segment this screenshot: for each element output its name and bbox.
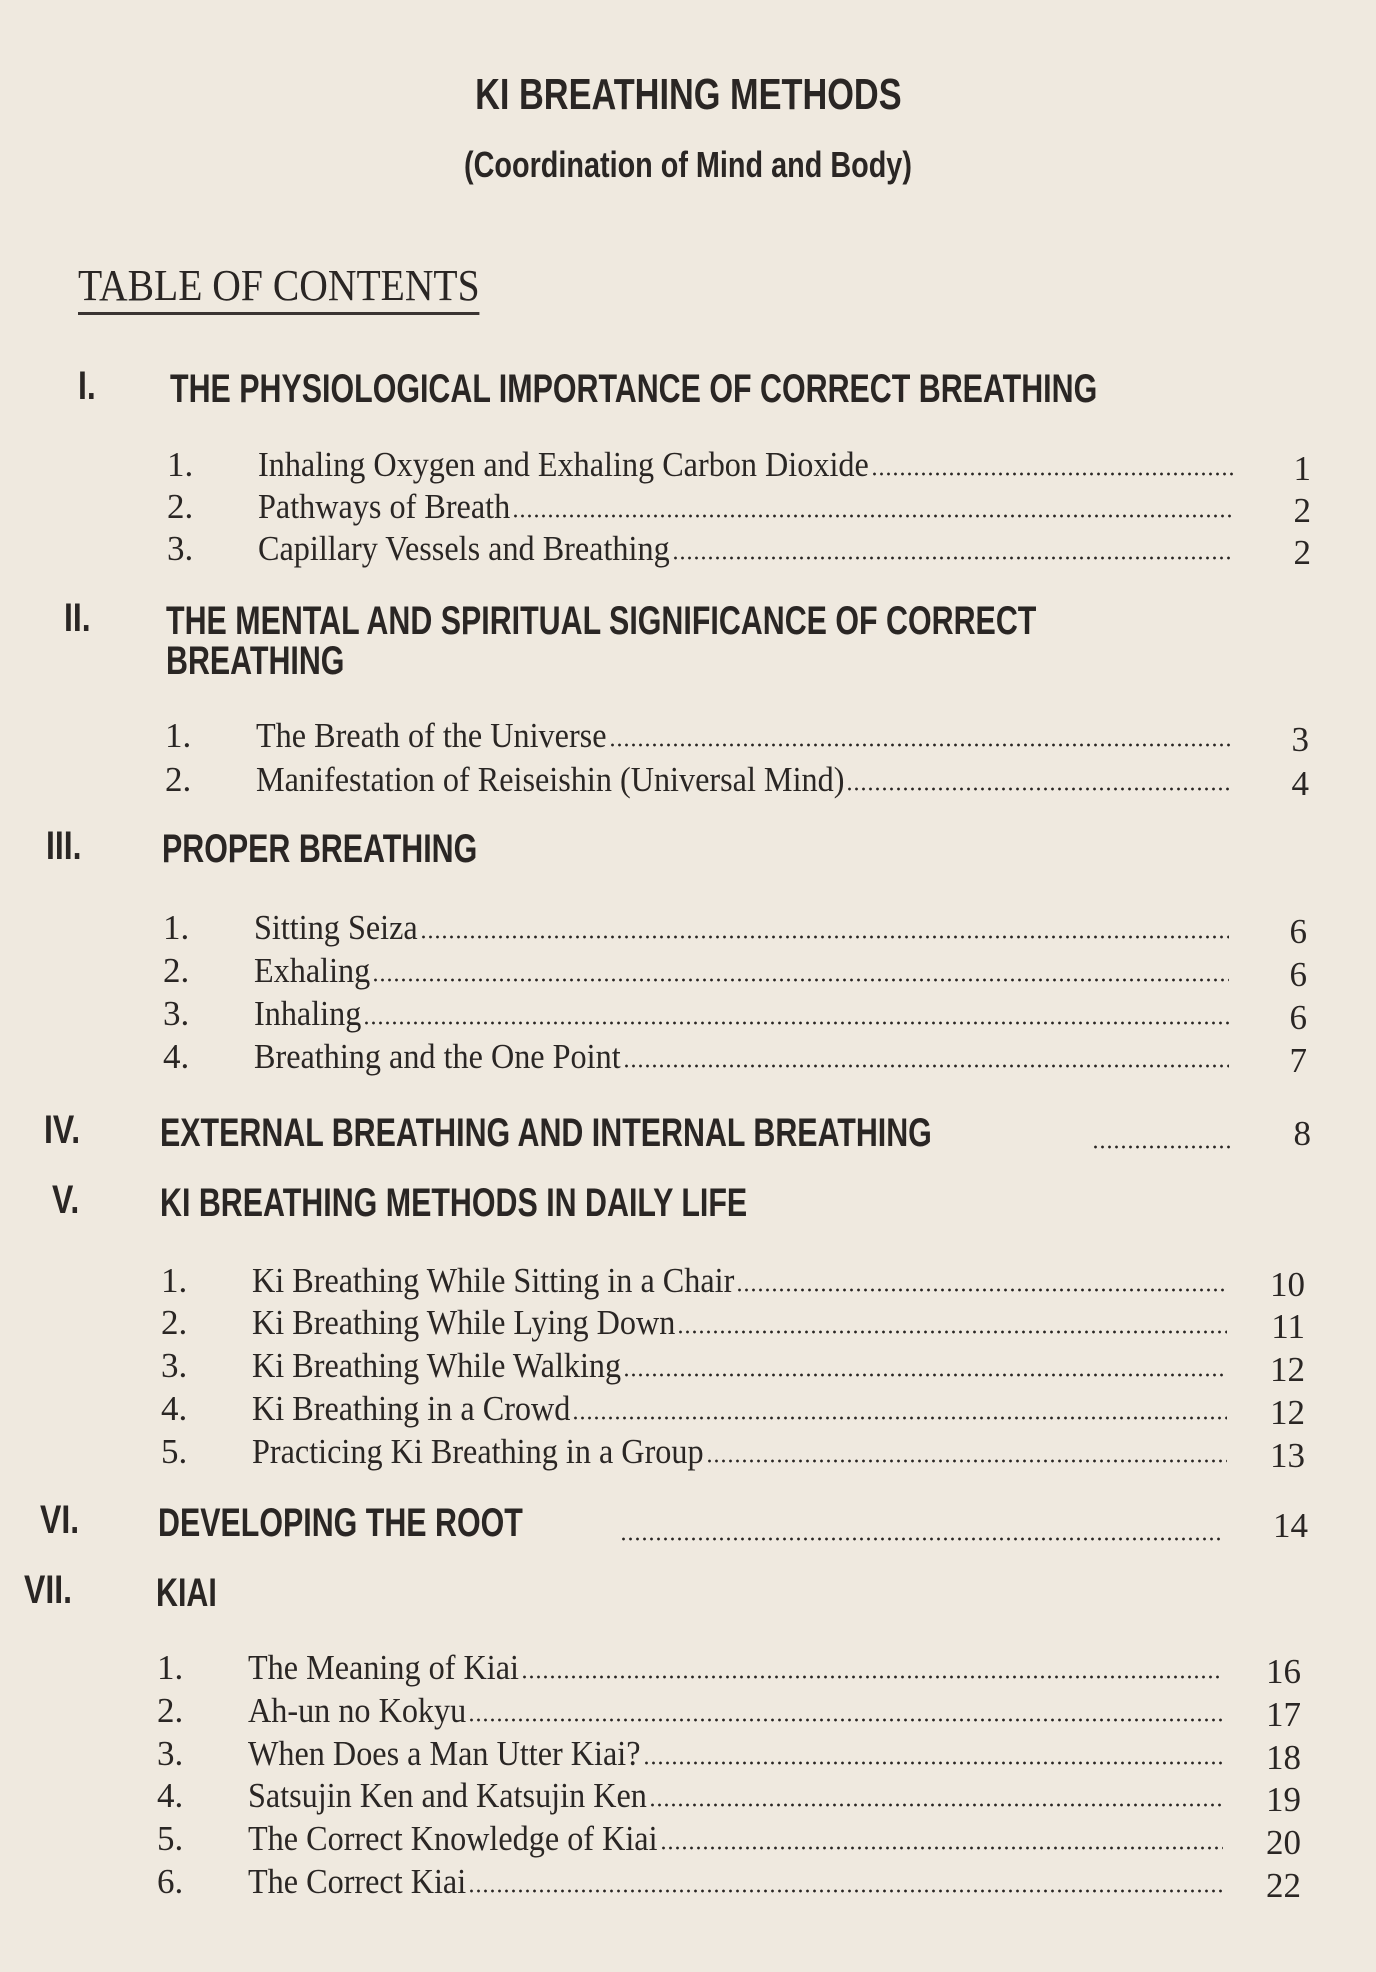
entry-number: 1.	[157, 1648, 184, 1687]
entry-number: 2.	[161, 1303, 188, 1342]
dot-leader	[1092, 1144, 1232, 1150]
entry-label: Ah-un no Kokyu	[248, 1691, 467, 1730]
toc-entry[interactable]	[167, 445, 1311, 488]
toc-entry[interactable]	[165, 716, 1309, 759]
toc-entry[interactable]	[157, 1734, 1301, 1777]
section-title: DEVELOPING THE ROOT	[158, 1501, 523, 1545]
entry-text	[248, 1862, 1223, 1902]
section-title: THE PHYSIOLOGICAL IMPORTANCE OF CORRECT BREATHING	[170, 367, 1098, 411]
page-number: 22	[1266, 1866, 1301, 1905]
entry-text	[252, 1346, 1227, 1386]
toc-entry[interactable]	[163, 908, 1307, 951]
dot-leader	[623, 1063, 1229, 1069]
entry-label: Breathing and the One Point	[254, 1037, 621, 1076]
toc-entry[interactable]	[161, 1261, 1305, 1304]
entry-number: 3.	[167, 529, 194, 568]
dot-leader	[468, 1717, 1223, 1723]
page-number: 11	[1271, 1307, 1305, 1346]
toc-entry[interactable]	[157, 1776, 1301, 1819]
dot-leader	[572, 1415, 1227, 1421]
entry-text	[252, 1389, 1227, 1429]
entry-text	[254, 994, 1229, 1034]
entry-number: 3.	[161, 1346, 188, 1385]
entry-text	[256, 760, 1231, 800]
entry-text	[258, 445, 1233, 485]
entry-number: 1.	[165, 716, 192, 755]
entry-label: Ki Breathing While Sitting in a Chair	[252, 1261, 735, 1300]
entry-label: Inhaling Oxygen and Exhaling Carbon Dioxide	[258, 445, 869, 484]
toc-heading: TABLE OF CONTENTS	[78, 262, 480, 315]
entry-label: When Does a Man Utter Kiai?	[248, 1734, 641, 1773]
section-numeral: II.	[64, 596, 91, 640]
toc-entry[interactable]	[157, 1862, 1301, 1905]
toc-entry[interactable]	[167, 487, 1311, 530]
entry-number: 1.	[167, 445, 194, 484]
dot-leader	[677, 1329, 1227, 1335]
dot-leader	[660, 1845, 1223, 1851]
page-number: 19	[1266, 1780, 1301, 1819]
page-number: 17	[1266, 1695, 1301, 1734]
entry-label: Ki Breathing While Walking	[252, 1346, 622, 1385]
entry-text	[254, 908, 1229, 948]
entry-label: The Meaning of Kiai	[248, 1648, 519, 1687]
entry-number: 5.	[157, 1819, 184, 1858]
page-number: 20	[1266, 1823, 1301, 1862]
page-number: 14	[1273, 1506, 1308, 1545]
dot-leader	[372, 977, 1229, 983]
entry-text	[248, 1819, 1223, 1859]
dot-leader	[420, 934, 1229, 940]
entry-text	[248, 1776, 1223, 1816]
dot-leader	[736, 1287, 1227, 1293]
entry-label: The Correct Kiai	[248, 1862, 467, 1901]
entry-label: Ki Breathing in a Crowd	[252, 1389, 571, 1428]
page-number: 12	[1270, 1350, 1305, 1389]
dot-leader	[512, 513, 1233, 519]
toc-entry[interactable]	[163, 1037, 1307, 1080]
toc-entry[interactable]	[165, 760, 1309, 803]
entry-number: 4.	[163, 1037, 190, 1076]
toc-entry[interactable]	[167, 529, 1311, 572]
entry-number: 5.	[161, 1432, 188, 1471]
page-number: 2	[1293, 533, 1311, 572]
entry-text	[256, 716, 1231, 756]
toc-entry[interactable]	[161, 1346, 1305, 1389]
dot-leader	[468, 1888, 1223, 1894]
dot-leader	[521, 1674, 1223, 1680]
dot-leader	[846, 786, 1231, 792]
entry-label: Pathways of Breath	[258, 487, 511, 526]
dot-leader	[609, 742, 1232, 748]
section-numeral: VII.	[24, 1568, 73, 1612]
section-numeral: IV.	[44, 1108, 81, 1152]
page-number: 1	[1293, 449, 1311, 488]
entry-number: 2.	[157, 1691, 184, 1730]
entry-label: Practicing Ki Breathing in a Group	[252, 1432, 704, 1471]
entry-number: 3.	[157, 1734, 184, 1773]
page-number: 6	[1289, 912, 1307, 951]
entry-label: Capillary Vessels and Breathing	[258, 529, 670, 568]
page-number: 18	[1266, 1738, 1301, 1777]
entry-text	[258, 529, 1233, 569]
entry-text	[254, 951, 1229, 991]
page-number: 16	[1266, 1652, 1301, 1691]
toc-entry[interactable]	[161, 1432, 1305, 1475]
entry-number: 3.	[163, 994, 190, 1033]
section-title: KIAI	[156, 1571, 217, 1615]
section-title-line2: BREATHING	[166, 639, 345, 683]
dot-leader	[706, 1458, 1227, 1464]
section-title-line1: THE MENTAL AND SPIRITUAL SIGNIFICANCE OF CORRECT	[166, 599, 1037, 643]
book-title-text: KI BREATHING METHODS	[474, 70, 902, 119]
dot-leader	[643, 1760, 1224, 1766]
section-numeral: I.	[78, 364, 96, 408]
page-number: 6	[1289, 955, 1307, 994]
entry-text	[252, 1303, 1227, 1343]
entry-label: Manifestation of Reiseishin (Universal Mind)	[256, 760, 845, 799]
book-subtitle	[0, 144, 1376, 186]
toc-entry[interactable]	[161, 1389, 1305, 1432]
entry-text	[248, 1648, 1223, 1688]
entry-text	[248, 1734, 1223, 1774]
dot-leader	[363, 1020, 1229, 1026]
page-number: 2	[1293, 491, 1311, 530]
entry-number: 2.	[163, 951, 190, 990]
toc-entry[interactable]	[161, 1303, 1305, 1346]
toc-entry[interactable]	[157, 1819, 1301, 1862]
entry-text	[248, 1691, 1223, 1731]
toc-entry[interactable]	[163, 951, 1307, 994]
entry-text	[254, 1037, 1229, 1077]
toc-entry[interactable]	[157, 1691, 1301, 1734]
entry-text	[258, 487, 1233, 527]
dot-leader	[649, 1802, 1223, 1808]
entry-number: 2.	[167, 487, 194, 526]
dot-leader	[871, 471, 1233, 477]
page-number: 4	[1291, 764, 1309, 803]
section-numeral: III.	[46, 824, 82, 868]
entry-label: The Correct Knowledge of Kiai	[248, 1819, 658, 1858]
page-number: 6	[1289, 998, 1307, 1037]
section-title: PROPER BREATHING	[162, 827, 478, 871]
entry-number: 1.	[163, 908, 190, 947]
page-number: 10	[1270, 1265, 1305, 1304]
toc-entry[interactable]	[157, 1648, 1301, 1691]
entry-label: Satsujin Ken and Katsujin Ken	[248, 1776, 647, 1815]
entry-number: 4.	[161, 1389, 188, 1428]
entry-number: 4.	[157, 1776, 184, 1815]
dot-leader	[672, 555, 1233, 561]
page-number: 8	[1293, 1114, 1311, 1153]
page-number: 12	[1270, 1393, 1305, 1432]
book-title	[0, 70, 1376, 120]
section-title: KI BREATHING METHODS IN DAILY LIFE	[160, 1181, 748, 1225]
section-numeral: VI.	[40, 1498, 80, 1542]
entry-label: The Breath of the Universe	[256, 716, 607, 755]
entry-number: 1.	[161, 1261, 188, 1300]
page-number: 13	[1270, 1436, 1305, 1475]
section-numeral: V.	[52, 1178, 80, 1222]
entry-text	[252, 1432, 1227, 1472]
entry-label: Exhaling	[254, 951, 371, 990]
entry-number: 2.	[165, 760, 192, 799]
entry-number: 6.	[157, 1862, 184, 1901]
entry-label: Inhaling	[254, 994, 362, 1033]
page-number: 3	[1291, 720, 1309, 759]
book-subtitle-text: (Coordination of Mind and Body)	[464, 144, 912, 185]
section-title: EXTERNAL BREATHING AND INTERNAL BREATHING	[160, 1111, 932, 1155]
entry-label: Sitting Seiza	[254, 908, 418, 947]
page-number: 7	[1289, 1041, 1307, 1080]
entry-label: Ki Breathing While Lying Down	[252, 1303, 676, 1342]
entry-text	[252, 1261, 1227, 1301]
dot-leader	[620, 1536, 1220, 1542]
dot-leader	[623, 1372, 1227, 1378]
toc-entry[interactable]	[163, 994, 1307, 1037]
